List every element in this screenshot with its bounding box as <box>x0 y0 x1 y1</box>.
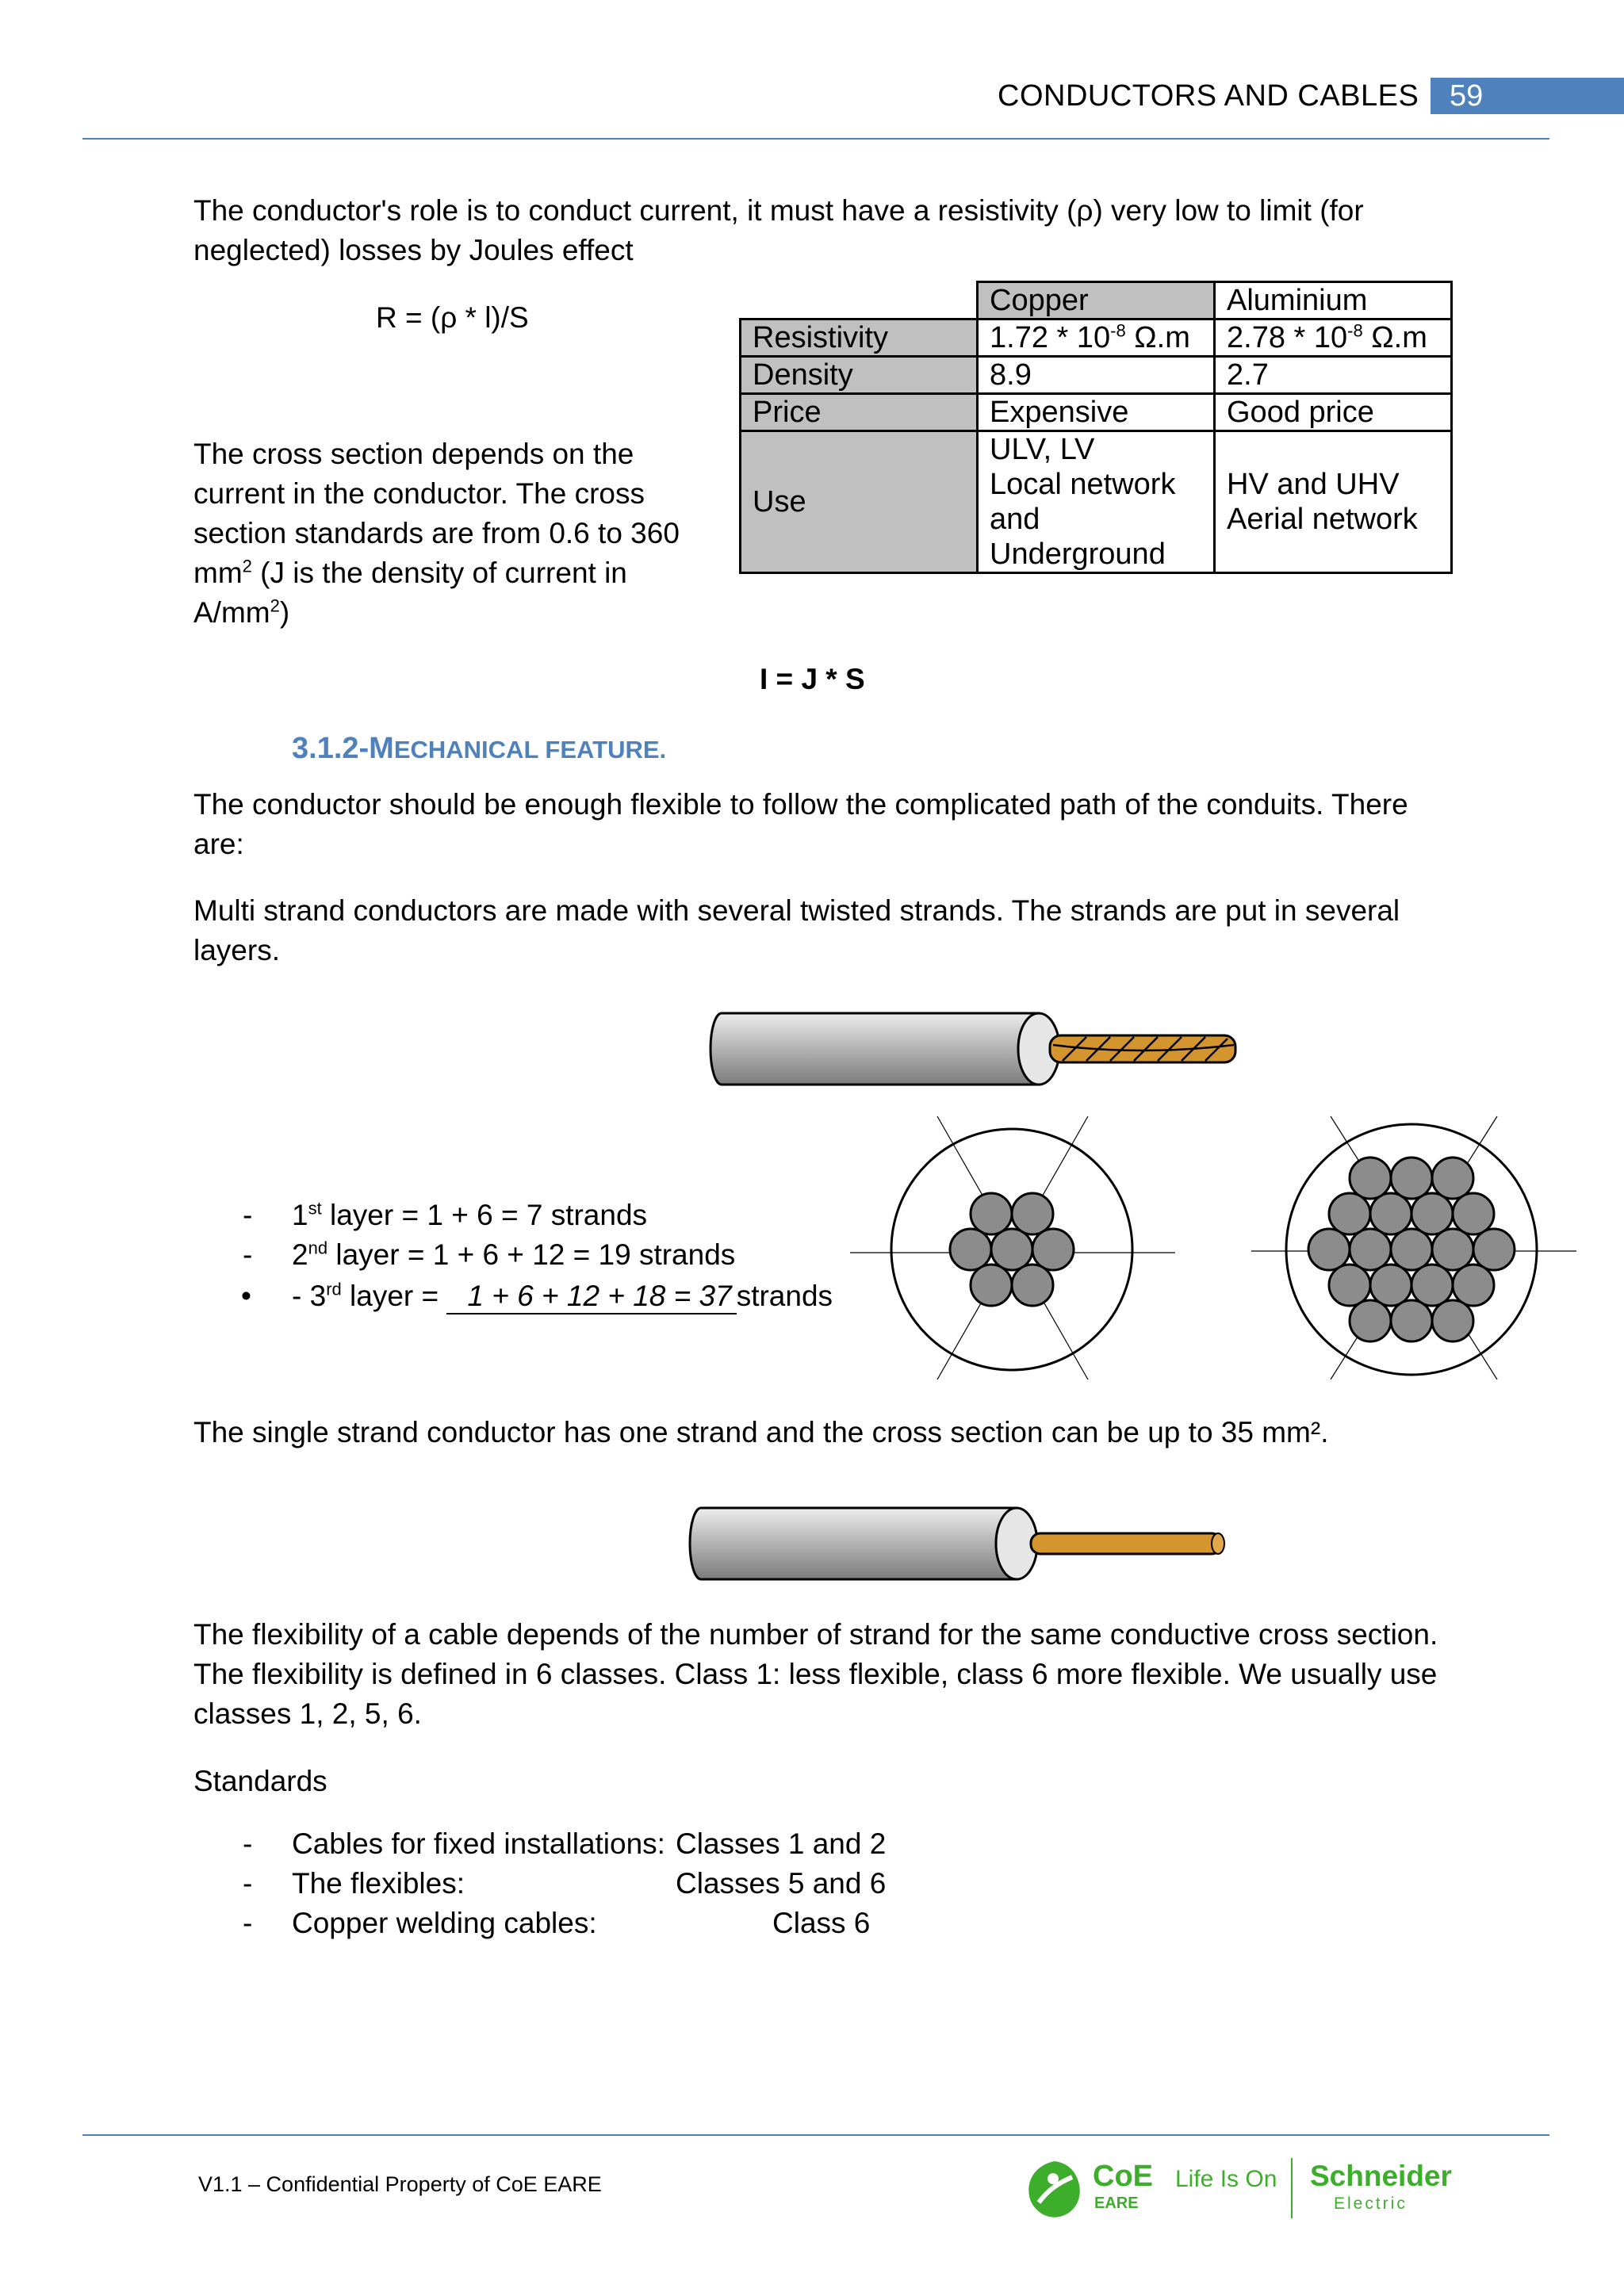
footer-rule <box>82 2134 1549 2136</box>
cell-copper-resistivity: $1.72 * 10^{-8}$ Ω.m <box>978 320 1215 357</box>
cell-copper-price: Expensive <box>978 394 1215 431</box>
nineteen-strand-cross-section-image <box>1251 1110 1576 1380</box>
cell-alu-use: HV and UHV Aerial network <box>1215 431 1452 573</box>
header-title: CONDUCTORS AND CABLES <box>998 79 1419 113</box>
cell-copper-use: ULV, LV Local network and Underground <box>978 431 1215 573</box>
single-strand-paragraph: The single strand conductor has one strand and the cross section can be up to 35 mm². <box>193 1416 1329 1448</box>
footer-logos <box>1023 2158 1451 2229</box>
list-item: - Cables for fixed installations: Classes 1 and 2 <box>243 1827 887 1860</box>
page-number: 59 <box>1431 78 1624 114</box>
layer-3-answer: 1 + 6 + 12 + 18 = 37 <box>446 1280 736 1314</box>
row-label: Resistivity <box>741 320 978 357</box>
table-row <box>741 357 1452 394</box>
formula-current: I = J * S <box>760 663 865 695</box>
properties-table <box>739 281 1453 574</box>
flexible-paragraph: The conductor should be enough flexible to follow the complicated path of the conduits. There are: <box>193 788 1408 860</box>
cell-alu-price: Good price <box>1215 394 1452 431</box>
table-row <box>741 320 1452 357</box>
cross-section-paragraph: The cross section depends on the current in the conductor. The cross section standards are from 0.6 to 360 $mm^2$ (J is the density of current in $A/mm^2$) <box>193 438 680 629</box>
cell-alu-density: 2.7 <box>1215 357 1452 394</box>
single-strand-cable-image <box>676 1500 1231 1589</box>
multi-strand-paragraph: Multi strand conductors are made with several twisted strands. The strands are put in several layers. <box>193 894 1400 966</box>
coe-leaf-icon <box>1023 2158 1085 2223</box>
intro-paragraph: The conductor's role is to conduct current, it must have a resistivity (ρ) very low to limit (for neglected) losses by Joules effect <box>193 194 1364 266</box>
table-row <box>741 431 1452 573</box>
logo-divider <box>1291 2158 1293 2218</box>
section-heading: 3.1.2-MECHANICAL FEATURE. <box>292 732 667 765</box>
list-item: • - 3rd layer = 1 + 6 + 12 + 18 = 37 strands <box>241 1280 251 1313</box>
table-header-row <box>741 282 1452 320</box>
list-item: - 2nd layer = 1 + 6 + 12 = 19 strands <box>243 1238 736 1271</box>
row-label: Price <box>741 394 978 431</box>
logo-eare: EARE <box>1094 2195 1139 2212</box>
header-rule <box>82 138 1549 140</box>
seven-strand-cross-section-image <box>850 1110 1175 1380</box>
logo-coe: CoE <box>1093 2160 1153 2193</box>
classes-paragraph: The flexibility of a cable depends of the number of strand for the same conductive cross section. The flexibility is defined in 6 classes. Class 1: less flexible, class 6 more flexible. We usually use classes 1, 2, 5, 6. <box>193 1618 1438 1730</box>
list-item: - Copper welding cables: Class 6 <box>243 1907 871 1939</box>
list-item: - 1st layer = 1 + 6 = 7 strands <box>243 1198 648 1231</box>
standards-title: Standards <box>193 1765 327 1797</box>
row-label: Use <box>741 431 978 573</box>
col-copper: Copper <box>978 282 1215 320</box>
footer-text: V1.1 – Confidential Property of CoE EARE <box>198 2172 602 2196</box>
row-label: Density <box>741 357 978 394</box>
col-aluminium: Aluminium <box>1215 282 1452 320</box>
list-item: - The flexibles: Classes 5 and 6 <box>243 1867 887 1900</box>
table-row <box>741 394 1452 431</box>
logo-life-is-on: Life Is On <box>1175 2166 1277 2192</box>
multi-strand-cable-image <box>698 1005 1245 1094</box>
cell-copper-density: 8.9 <box>978 357 1215 394</box>
formula-resistance: R = (ρ * l)/S <box>376 301 529 334</box>
cell-alu-resistivity: $2.78 * 10^{-8}$ Ω.m <box>1215 320 1452 357</box>
logo-electric: Electric <box>1334 2195 1408 2213</box>
logo-schneider: Schneider <box>1310 2160 1452 2192</box>
